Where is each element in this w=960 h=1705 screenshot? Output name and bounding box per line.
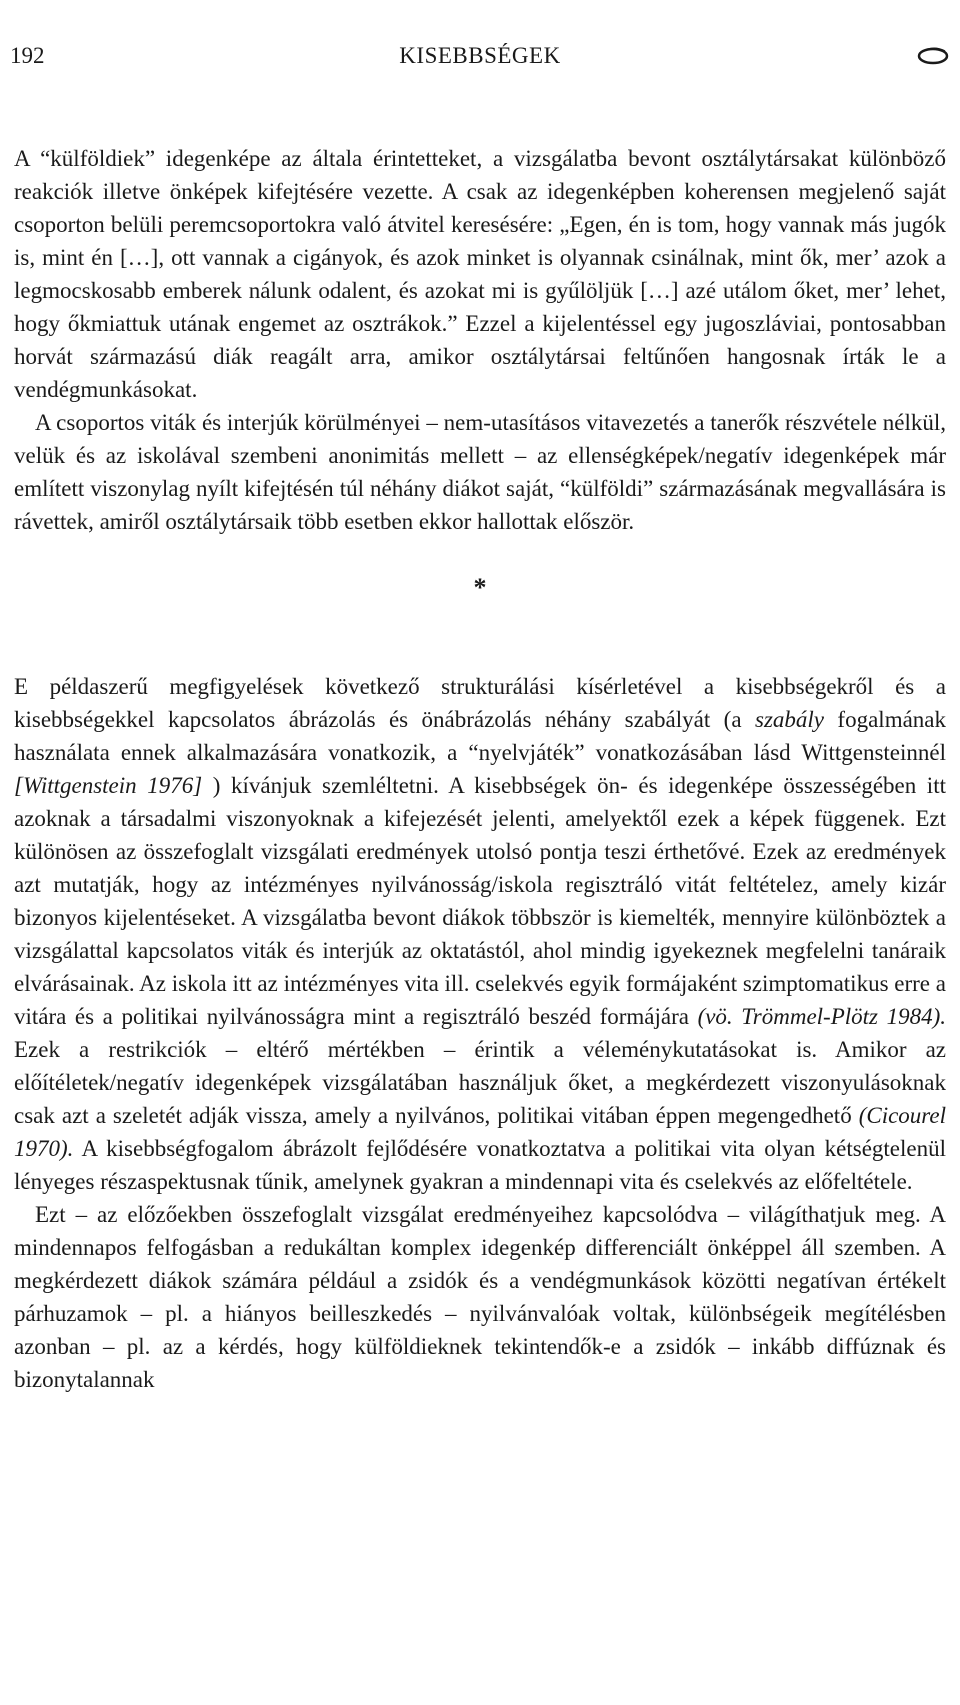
text-run: ) kívánjuk szemléltetni. A kisebbségek ön- és idegenképe összességében itt azoknak a társadalmi viszonyoknak a kifejezését jelenti, amelyektől ezek a képek függenek. Ezt különösen az összefoglalt vizsgálati eredmények utolsó pontja teszi érthetővé. Ezek az eredmények azt mutatják, hogy az intézményes nyilvánosság/iskola regisztráló vitát feltételez, amely kizár bizonyos kijelentéseket. A vizsgálatba bevont diákok többször is kiemelték, mennyire különböztek a vizsgálattal kapcsolatos viták és interjúk az oktatástól, ahol mindig igyekeznek megfelelni tanáraik elvárásainak. Az iskola itt az intézményes vita ill. cselekvés egyik formájaként szimptomatikus erre a vitára és a politikai nyilvánosságra mint a regisztráló beszéd formájára xyxy=(14,773,946,1029)
text-run: A kisebbségfogalom ábrázolt fejlődésére vonatkoztatva a politikai vita olyan kétségtelenül lényeges részaspektusnak tűnik, amelynek gyakran a mindennapi vita és cselekvés az előfeltétele. xyxy=(14,1136,946,1194)
section-gap xyxy=(14,608,946,670)
paragraph: A “külföldiek” idegenképe az általa érintetteket, a vizsgálatba bevont osztálytársakat különböző reakciók illetve önképek kifejtésére vezette. A csak az idegenképben koherensen megjelenő saját csoporton belüli peremcsoportokra való átvitel keresésére: „Egen, én is tom, hogy vannak más jugók is, mint én […], ott vannak a cigányok, és azok minket is olyannak csinálnak, mint ők, mer’ azok a legmocskosabb emberek nálunk odalent, és azokat mi is gyűlöljük […] azé utálom őket, mer’ lehet, hogy őkmiattuk utának engemet az osztrákok.” Ezzel a kijelentéssel egy jugoszláviai, pontosabban horvát származású diák reagált arra, amikor osztálytársai feltűnően hangosnak írták le a vendégmunkásokat. xyxy=(14,146,946,402)
text-run: Ezek a restrikciók – eltérő mértékben – érintik a véleménykutatásokat is. Amikor az előítéletek/negatív idegenképek vizsgálatában használjuk őket, a megkérdezett viszonyulásoknak csak azt a szeletét adják vissza, amely a nyilvános, politikai vitában éppen megengedhető xyxy=(14,1037,946,1128)
page-number: 192 xyxy=(10,43,45,68)
text-run: E példaszerű megfigyelések következő strukturálási kísérletével a kisebbségekről és a kisebbségekkel kapcsolatos ábrázolás és önábrázolás néhány szabályát (a xyxy=(14,674,946,732)
citation: (vö. Trömmel-Plötz 1984). xyxy=(697,1004,946,1029)
section-separator: * xyxy=(473,573,487,602)
running-title: KISEBBSÉGEK xyxy=(399,43,561,68)
paragraph: Ezt – az előzőekben összefoglalt vizsgálat eredményeihez kapcsolódva – világíthatjuk meg. A mindennapos felfogásban a redukáltan komplex idegenkép differenciált önképpel áll szemben. A megkérdezett diákok számára például a zsidók és a vendégmunkások közötti negatívan értékelt párhuzamok – pl. a hiányos beilleszkedés – nyilvánvalóak voltak, különbségeik megítélésben azonban – pl. az a kérdés, hogy külföldieknek tekintendők-e a zsidók – inkább diffúznak és bizonytalannak xyxy=(14,1202,946,1392)
italic-term: szabály xyxy=(755,707,824,732)
citation: [Wittgenstein 1976] xyxy=(14,773,203,798)
main-text xyxy=(14,142,946,1396)
paragraph: A csoportos viták és interjúk körülményei – nem-utasításos vitavezetés a tanerők részvétele nélkül, velük és az iskolával szembeni anonimitás mellett – az ellenségképek/negatív idegenképek már említett viszonylag nyílt kifejtésén túl néhány diákot saját, “külföldi” származásának megvallására is rávettek, amiről osztálytársaik több esetben ekkor hallottak először. xyxy=(14,410,946,534)
paragraph xyxy=(14,670,946,1198)
text-run: fogalmának használata ennek alkalmazására vonatkozik, a “nyelvjáték” vonatkozásában lásd Wittgensteinnél xyxy=(14,707,947,765)
running-header xyxy=(10,36,950,76)
ornament-oval-icon xyxy=(916,46,950,66)
citation: (Cicourel 1970). xyxy=(14,1103,946,1161)
